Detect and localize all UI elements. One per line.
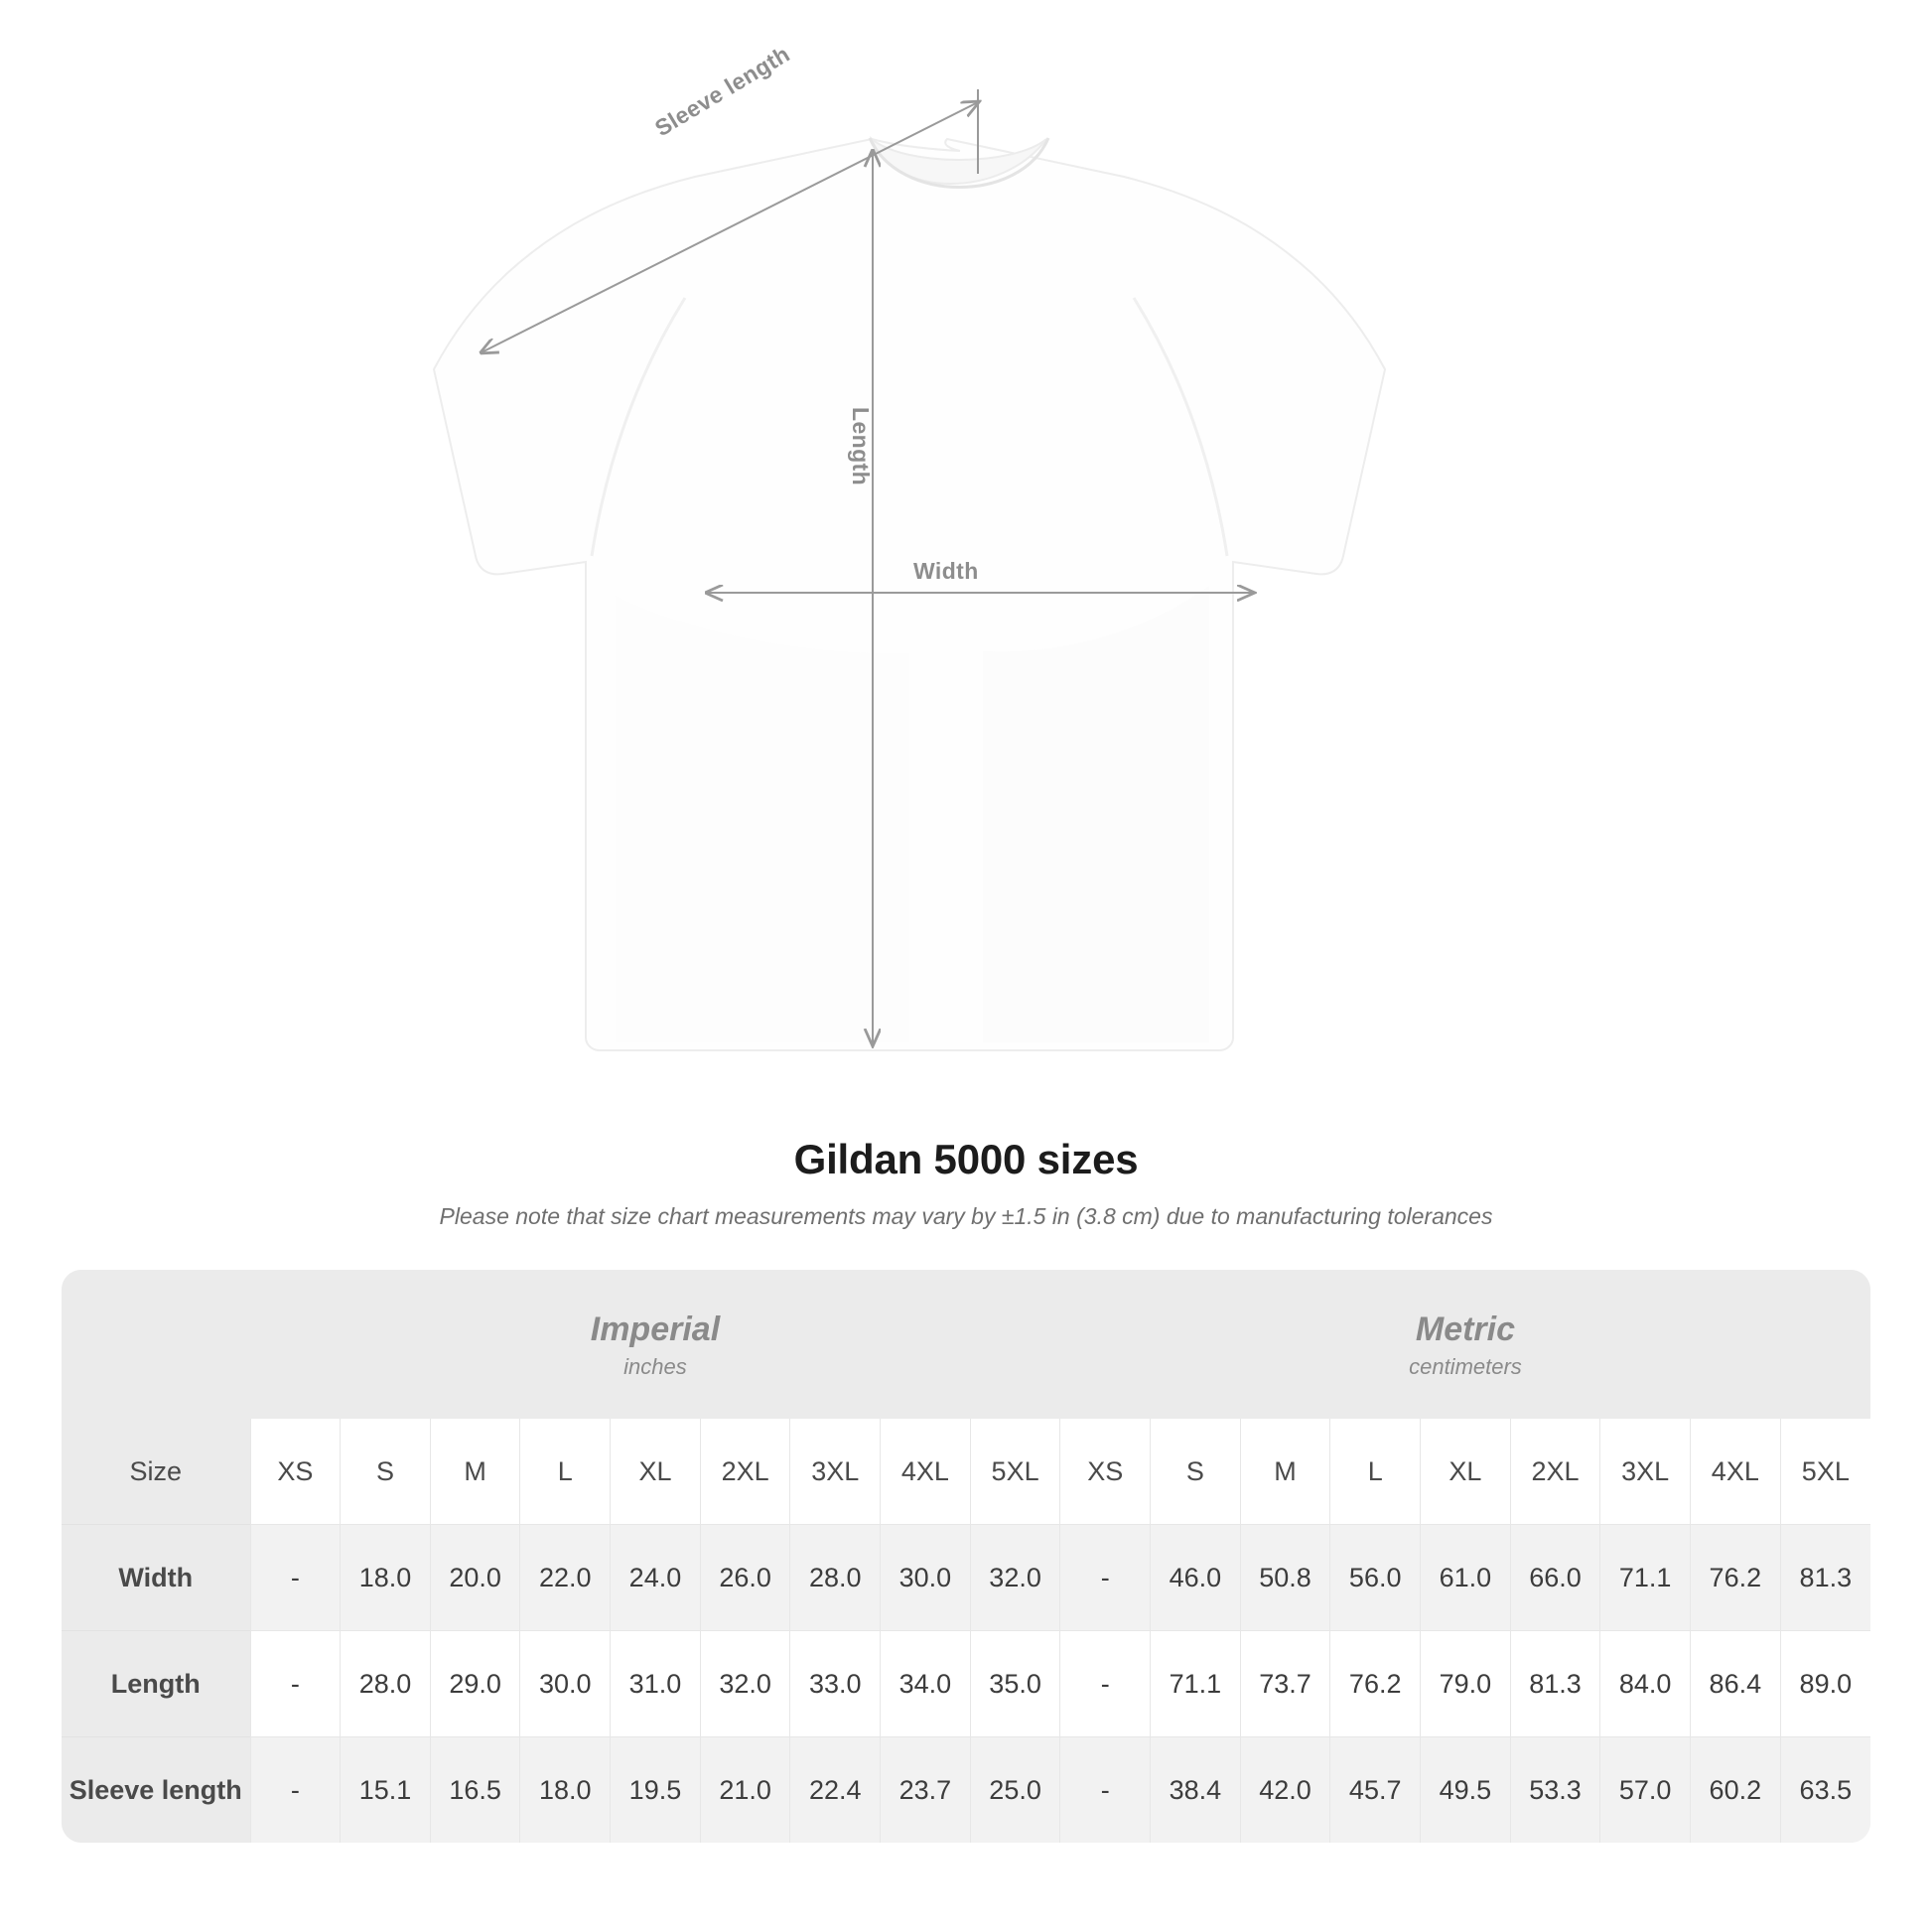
size-header-cell: XL <box>1421 1419 1511 1525</box>
cell: 57.0 <box>1600 1737 1691 1844</box>
cell: - <box>250 1737 341 1844</box>
size-header-cell: 3XL <box>1600 1419 1691 1525</box>
cell: 28.0 <box>790 1525 881 1631</box>
cell: 32.0 <box>700 1631 790 1737</box>
unit-group-imperial-sub: inches <box>623 1354 687 1380</box>
cell: 71.1 <box>1600 1525 1691 1631</box>
cell: 56.0 <box>1330 1525 1421 1631</box>
cell: 81.3 <box>1510 1631 1600 1737</box>
cell: 18.0 <box>520 1737 611 1844</box>
cell: 15.1 <box>341 1737 431 1844</box>
size-header-cell: 5XL <box>1780 1419 1870 1525</box>
page-title: Gildan 5000 sizes <box>793 1136 1139 1182</box>
cell: 18.0 <box>341 1525 431 1631</box>
cell: 30.0 <box>881 1525 971 1631</box>
cell: 60.2 <box>1691 1737 1781 1844</box>
cell: 71.1 <box>1151 1631 1241 1737</box>
cell: 20.0 <box>430 1525 520 1631</box>
cell: 66.0 <box>1510 1525 1600 1631</box>
size-header-cell: XS <box>1060 1419 1151 1525</box>
cell: - <box>1060 1737 1151 1844</box>
unit-group-metric <box>1060 1270 1870 1419</box>
size-table-container <box>62 1270 1870 1843</box>
cell: 84.0 <box>1600 1631 1691 1737</box>
cell: 86.4 <box>1691 1631 1781 1737</box>
size-header-cell: 2XL <box>1510 1419 1600 1525</box>
size-header-cell: 4XL <box>1691 1419 1781 1525</box>
cell: - <box>1060 1525 1151 1631</box>
size-header-cell: S <box>341 1419 431 1525</box>
cell: 38.4 <box>1151 1737 1241 1844</box>
size-header-cell: XS <box>250 1419 341 1525</box>
cell: 25.0 <box>970 1737 1060 1844</box>
unit-group-metric-name: Metric <box>1415 1310 1516 1348</box>
cell: 53.3 <box>1510 1737 1600 1844</box>
cell: 46.0 <box>1151 1525 1241 1631</box>
cell: - <box>1060 1631 1151 1737</box>
cell: 28.0 <box>341 1631 431 1737</box>
size-header-cell: 5XL <box>970 1419 1060 1525</box>
unit-group-imperial-name: Imperial <box>590 1310 721 1348</box>
size-header-cell: 2XL <box>700 1419 790 1525</box>
cell: - <box>250 1631 341 1737</box>
size-header-cell: M <box>430 1419 520 1525</box>
cell: 73.7 <box>1240 1631 1330 1737</box>
cell: 81.3 <box>1780 1525 1870 1631</box>
table-row <box>62 1737 1870 1844</box>
table-row <box>62 1631 1870 1737</box>
unit-group-imperial <box>250 1270 1060 1419</box>
size-header-cell: XL <box>611 1419 701 1525</box>
unit-group-row <box>62 1270 1870 1419</box>
size-header-cell: 4XL <box>881 1419 971 1525</box>
cell: - <box>250 1525 341 1631</box>
cell: 23.7 <box>881 1737 971 1844</box>
tolerance-note: Please note that size chart measurements may vary by ±1.5 in (3.8 cm) due to manufacturing tolerances <box>439 1203 1493 1229</box>
cell: 30.0 <box>520 1631 611 1737</box>
size-header-cell: M <box>1240 1419 1330 1525</box>
width-label: Width <box>913 558 979 584</box>
unit-group-metric-sub: centimeters <box>1409 1354 1522 1380</box>
table-row <box>62 1525 1870 1631</box>
cell: 29.0 <box>430 1631 520 1737</box>
title-block <box>0 1136 1932 1230</box>
cell: 61.0 <box>1421 1525 1511 1631</box>
size-header-cell: L <box>1330 1419 1421 1525</box>
cell: 32.0 <box>970 1525 1060 1631</box>
cell: 63.5 <box>1780 1737 1870 1844</box>
row-label-sleeve-length: Sleeve length <box>62 1737 250 1844</box>
cell: 22.0 <box>520 1525 611 1631</box>
cell: 45.7 <box>1330 1737 1421 1844</box>
cell: 24.0 <box>611 1525 701 1631</box>
cell: 42.0 <box>1240 1737 1330 1844</box>
cell: 49.5 <box>1421 1737 1511 1844</box>
row-label-width: Width <box>62 1525 250 1631</box>
size-header-cell: 3XL <box>790 1419 881 1525</box>
cell: 50.8 <box>1240 1525 1330 1631</box>
size-header-cell: S <box>1151 1419 1241 1525</box>
cell: 22.4 <box>790 1737 881 1844</box>
cell: 34.0 <box>881 1631 971 1737</box>
cell: 16.5 <box>430 1737 520 1844</box>
cell: 21.0 <box>700 1737 790 1844</box>
size-header-label: Size <box>62 1419 250 1525</box>
cell: 89.0 <box>1780 1631 1870 1737</box>
cell: 79.0 <box>1421 1631 1511 1737</box>
length-label: Length <box>848 407 874 486</box>
size-table <box>62 1270 1870 1843</box>
sleeve-length-label: Sleeve length <box>650 40 794 142</box>
cell: 19.5 <box>611 1737 701 1844</box>
size-header-cell: L <box>520 1419 611 1525</box>
cell: 26.0 <box>700 1525 790 1631</box>
row-label-length: Length <box>62 1631 250 1737</box>
unit-row-spacer <box>62 1270 250 1419</box>
size-header-row <box>62 1419 1870 1525</box>
cell: 33.0 <box>790 1631 881 1737</box>
cell: 31.0 <box>611 1631 701 1737</box>
tshirt-shape <box>434 138 1385 1050</box>
cell: 76.2 <box>1691 1525 1781 1631</box>
cell: 35.0 <box>970 1631 1060 1737</box>
cell: 76.2 <box>1330 1631 1421 1737</box>
